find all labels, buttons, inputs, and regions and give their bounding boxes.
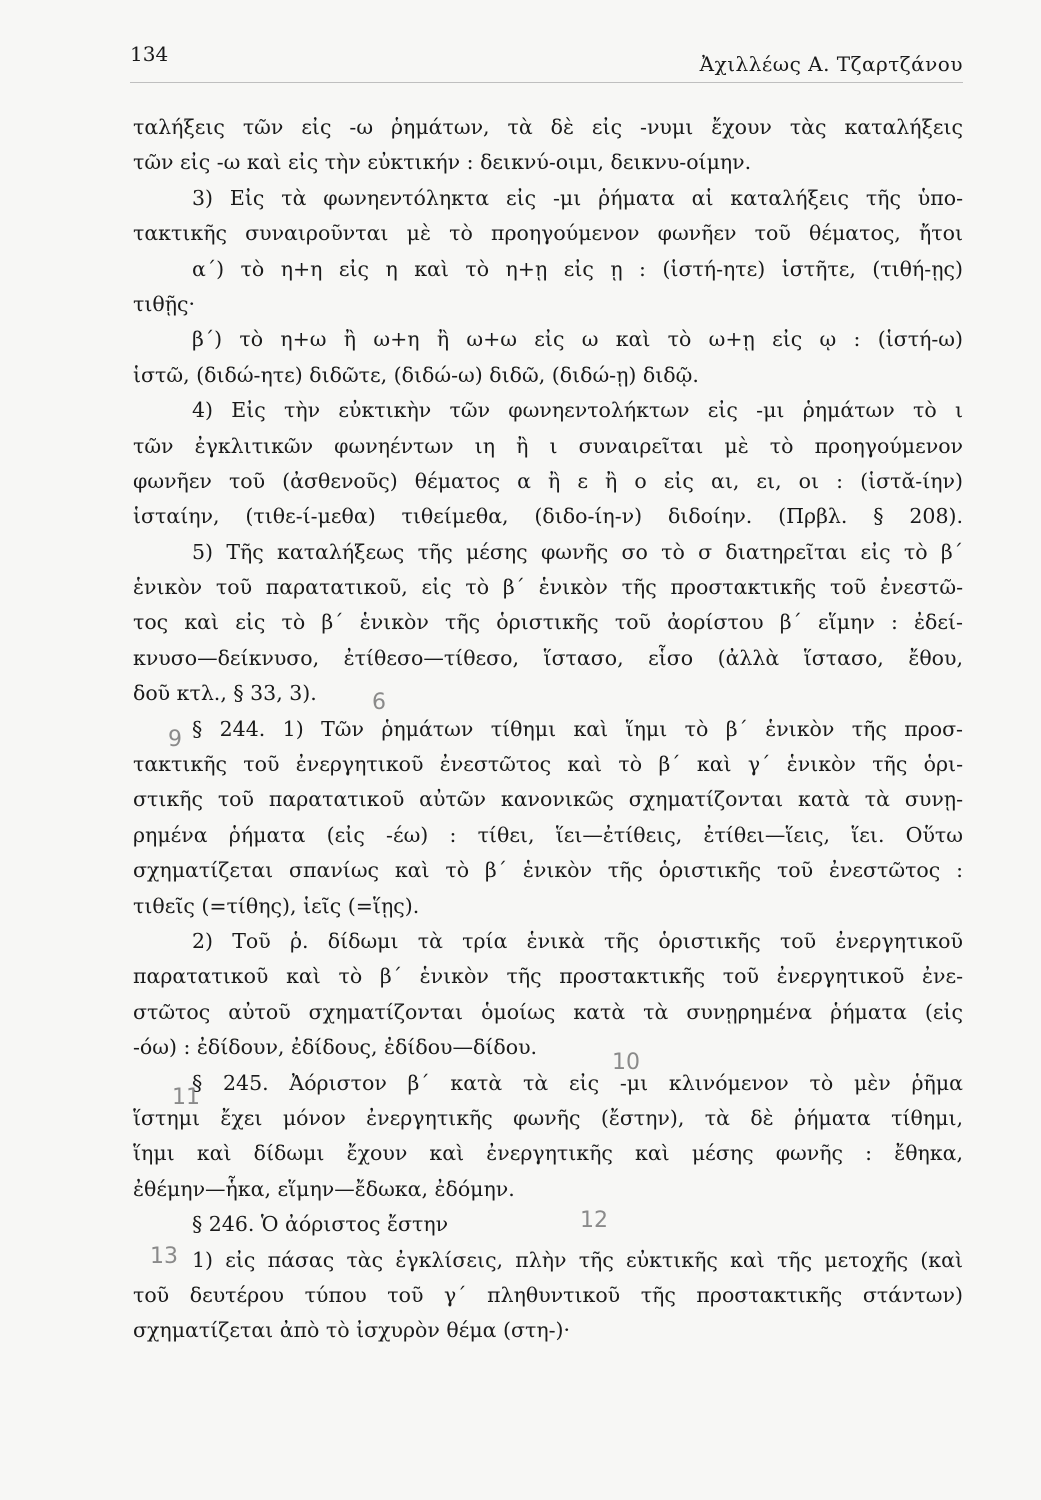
- text-line: τακτικῆς συναιροῦνται μὲ τὸ προηγούμενον φωνῆεν τοῦ θέματος, ἤτοι: [133, 221, 963, 246]
- text-line: ταλήξεις τῶν εἰς -ω ῥημάτων, τὰ δὲ εἰς -νυμι ἔχουν τὰς καταλήξεις: [133, 115, 963, 139]
- text-line: 1) εἰς πάσας τὰς ἐγκλίσεις, πλὴν τῆς εὐκτικῆς καὶ τῆς μετοχῆς (καὶ: [192, 1247, 963, 1272]
- text-line: στικῆς τοῦ παρατατικοῦ αὐτῶν κανονικῶς σχηματίζονται κατὰ τὰ συνῃ-: [133, 787, 963, 812]
- text-line: τακτικῆς τοῦ ἐνεργητικοῦ ἐνεστῶτος καὶ τὸ β´ καὶ γ´ ἑνικὸν τῆς ὁρι-: [133, 752, 963, 777]
- page-number: 134: [130, 42, 169, 66]
- text-line: παρατατικοῦ καὶ τὸ β´ ἑνικὸν τῆς προστακτικῆς τοῦ ἐνεργητικοῦ ἐνε-: [133, 964, 963, 989]
- handwritten-mark: 6: [372, 690, 386, 715]
- text-line: -όω) : ἐδίδουν, ἐδίδους, ἐδίδου—δίδου.: [133, 1035, 538, 1060]
- text-line: δοῦ κτλ., § 33, 3).: [133, 681, 317, 706]
- text-line: κνυσο—δείκνυσο, ἐτίθεσο—τίθεσο, ἵστασο, εἷσο (ἀλλὰ ἵστασο, ἔθου,: [133, 645, 963, 670]
- text-line: τος καὶ εἰς τὸ β´ ἑνικὸν τῆς ὁριστικῆς τοῦ ἀορίστου β´ εἵμην : ἐδεί-: [133, 610, 963, 635]
- text-line: ἱστῶ, (διδώ-ητε) διδῶτε, (διδώ-ω) διδῶ, (διδώ-ῃ) διδῷ.: [133, 362, 699, 387]
- text-line: στῶτος αὐτοῦ σχηματίζονται ὁμοίως κατὰ τὰ συνῃρημένα ῥήματα (εἰς: [133, 999, 963, 1024]
- text-line: σχηματίζεται σπανίως καὶ τὸ β´ ἑνικὸν τῆς ὁριστικῆς τοῦ ἐνεστῶτος :: [133, 858, 963, 883]
- text-line: τῶν ἐγκλιτικῶν φωνηέντων ιη ἢ ι συναιρεῖται μὲ τὸ προηγούμενον: [133, 433, 963, 458]
- text-line: ἐθέμην—ἧκα, εἵμην—ἔδωκα, ἐδόμην.: [133, 1176, 515, 1201]
- text-line: ρημένα ῥήματα (εἰς -έω) : τίθει, ἵει—ἐτίθεις, ἐτίθει—ἵεις, ἵει. Οὕτω: [133, 822, 963, 847]
- handwritten-mark: 12: [580, 1208, 608, 1233]
- handwritten-mark: 10: [612, 1050, 640, 1075]
- text-line: ἑνικὸν τοῦ παρατατικοῦ, εἰς τὸ β´ ἑνικὸν τῆς προστακτικῆς τοῦ ἐνεστῶ-: [133, 575, 963, 600]
- text-line: ἵστημι ἔχει μόνον ἐνεργητικῆς φωνῆς (ἔστην), τὰ δὲ ῥήματα τίθημι,: [133, 1105, 963, 1130]
- text-line: α´) τὸ η+η εἰς η καὶ τὸ η+ῃ εἰς ῃ : (ἱστή-ητε) ἱστῆτε, (τιθή-ῃς): [192, 256, 963, 281]
- section-244-heading: § 244. 1) Τῶν ῥημάτων τίθημι καὶ ἵημι τὸ β´ ἑνικὸν τῆς προσ-: [192, 716, 963, 741]
- text-line: φωνῆεν τοῦ (ἀσθενοῦς) θέματος α ἢ ε ἢ ο εἰς αι, ει, οι : (ἱστᾰ-ίην): [133, 468, 963, 493]
- body-text: [133, 110, 963, 1349]
- handwritten-mark: 11: [172, 1085, 200, 1110]
- section-246-heading: § 246. Ὁ ἀόριστος ἔστην: [192, 1212, 449, 1237]
- text-line: τιθεῖς (=τίθης), ἱεῖς (=ἵῃς).: [133, 893, 420, 918]
- text-line: 4) Εἰς τὴν εὐκτικὴν τῶν φωνηεντολήκτων εἰς -μι ῥημάτων τὸ ι: [192, 398, 963, 423]
- text-line: ἱσταίην, (τιθε-ί-μεθα) τιθείμεθα, (διδο-ίη-ν) διδοίην. (Πρβλ. § 208).: [133, 504, 963, 529]
- text-line: ἵημι καὶ δίδωμι ἔχουν καὶ ἐνεργητικῆς καὶ μέσης φωνῆς : ἔθηκα,: [133, 1141, 963, 1166]
- running-head: Ἀχιλλέως Α. Τζαρτζάνου: [699, 52, 963, 76]
- handwritten-mark: 9: [168, 727, 182, 752]
- section-245-heading: § 245. Ἀόριστον β´ κατὰ τὰ εἰς -μι κλινόμενον τὸ μὲν ῥῆμα: [192, 1070, 963, 1095]
- text-line: 5) Τῆς καταλήξεως τῆς μέσης φωνῆς σο τὸ σ διατηρεῖται εἰς τὸ β´: [192, 539, 963, 564]
- header-rule: [130, 82, 963, 83]
- text-line: β´) τὸ η+ω ἢ ω+η ἢ ω+ω εἰς ω καὶ τὸ ω+ῃ εἰς ῳ : (ἱστή-ω): [192, 327, 963, 352]
- handwritten-mark: 13: [150, 1244, 178, 1269]
- text-line: τοῦ δευτέρου τύπου τοῦ γ´ πληθυντικοῦ τῆς προστακτικῆς στάντων): [133, 1282, 963, 1307]
- text-line: τῶν εἰς -ω καὶ εἰς τὴν εὐκτικήν : δεικνύ-οιμι, δεικνυ-οίμην.: [133, 150, 752, 175]
- text-line: 2) Τοῦ ῥ. δίδωμι τὰ τρία ἑνικὰ τῆς ὁριστικῆς τοῦ ἐνεργητικοῦ: [192, 928, 963, 953]
- text-line: τιθῇς·: [133, 291, 196, 316]
- text-line: 3) Εἰς τὰ φωνηεντόληκτα εἰς -μι ῥήματα αἱ καταλήξεις τῆς ὑπο-: [192, 185, 963, 210]
- text-line: σχηματίζεται ἀπὸ τὸ ἰσχυρὸν θέμα (στη-)·: [133, 1318, 571, 1343]
